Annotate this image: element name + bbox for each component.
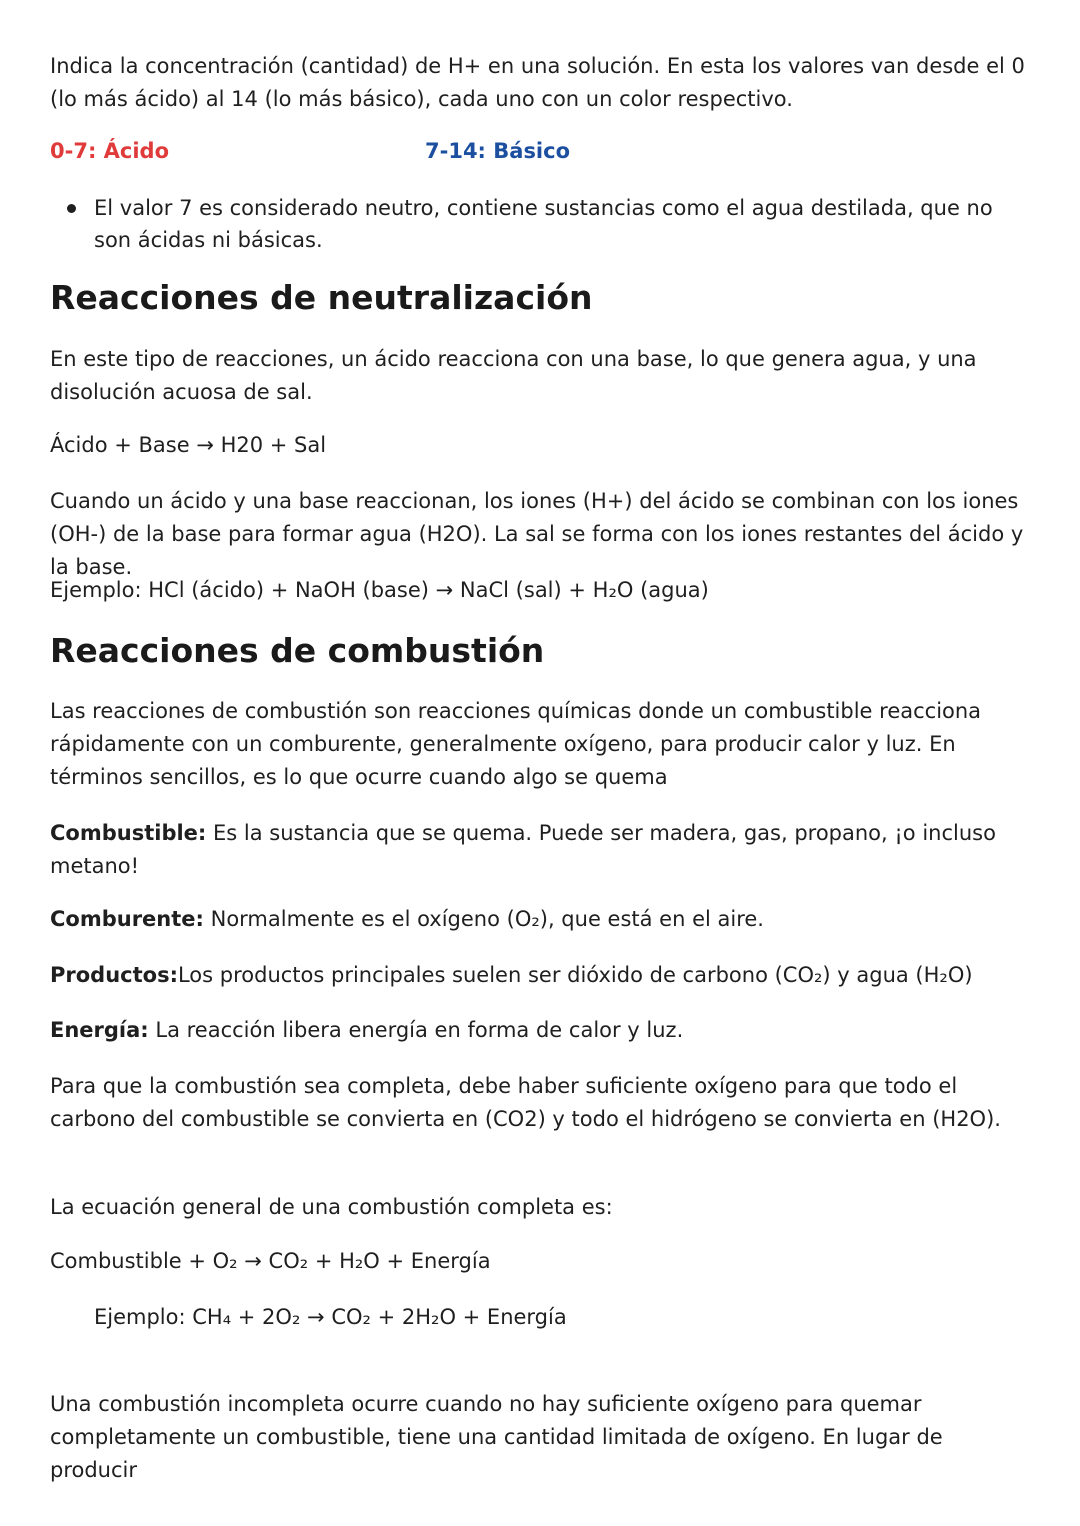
definition-text: Normalmente es el oxígeno (O₂), que está en el aire. <box>203 907 764 931</box>
definition-productos <box>50 959 1035 992</box>
definition-combustible <box>50 817 1035 883</box>
general-equation: Combustible + O₂ → CO₂ + H₂O + Energía <box>50 1249 491 1273</box>
intro-paragraph: Indica la concentración (cantidad) de H+ en una solución. En esta los valores van desde el 0 (lo más ácido) al 14 (lo más básico), cada uno con un color respectivo. <box>50 54 1025 111</box>
ph-base-label: 7-14: Básico <box>425 139 571 163</box>
definition-text: La reacción libera energía en forma de calor y luz. <box>148 1018 684 1042</box>
definition-term: Comburente: <box>50 907 204 931</box>
combustion-paragraph-1: Las reacciones de combustión son reacciones químicas donde un combustible reacciona rápidamente con un comburente, generalmente oxígeno, para producir calor y luz. En términos sencillos, es lo que ocurre cuando algo se quema <box>50 699 982 789</box>
heading-neutralizacion: Reacciones de neutralización <box>50 278 593 317</box>
definition-text: Es la sustancia que se quema. Puede ser madera, gas, propano, ¡o incluso metano! <box>50 821 996 878</box>
example-equation: Ejemplo: CH₄ + 2O₂ → CO₂ + 2H₂O + Energía <box>94 1305 567 1329</box>
list-item-text: El valor 7 es considerado neutro, contiene sustancias como el agua destilada, que no son ácidas ni básicas. <box>94 196 993 252</box>
definition-energia <box>50 1014 1035 1047</box>
definition-term: Combustible: <box>50 821 207 845</box>
neutralizacion-example: Ejemplo: HCl (ácido) + NaOH (base) → NaCl (sal) + H₂O (agua) <box>50 578 709 602</box>
neutralizacion-formula: Ácido + Base → H20 + Sal <box>50 433 327 457</box>
definition-comburente <box>50 903 1035 936</box>
combustion-paragraph-3: La ecuación general de una combustión completa es: <box>50 1195 613 1219</box>
heading-combustion: Reacciones de combustión <box>50 631 545 670</box>
combustion-paragraph-2: Para que la combustión sea completa, debe haber suficiente oxígeno para que todo el carbono del combustible se convierta en (CO2) y todo el hidrógeno se convierta en (H2O). <box>50 1074 1001 1131</box>
bullet-icon <box>67 204 76 213</box>
definition-term: Productos: <box>50 963 178 987</box>
combustion-paragraph-4: Una combustión incompleta ocurre cuando no hay suficiente oxígeno para quemar completamente un combustible, tiene una cantidad limitada de oxígeno. En lugar de producir <box>50 1392 943 1482</box>
definition-term: Energía: <box>50 1018 149 1042</box>
neutralizacion-paragraph-2: Cuando un ácido y una base reaccionan, los iones (H+) del ácido se combinan con los iones (OH-) de la base para formar agua (H2O). La sal se forma con los iones restantes del ácido y la base. <box>50 489 1024 579</box>
neutralizacion-paragraph-1: En este tipo de reacciones, un ácido reacciona con una base, lo que genera agua, y una disolución acuosa de sal. <box>50 347 977 404</box>
definition-text: Los productos principales suelen ser dióxido de carbono (CO₂) y agua (H₂O) <box>177 963 973 987</box>
ph-acid-label: 0-7: Ácido <box>50 139 170 163</box>
